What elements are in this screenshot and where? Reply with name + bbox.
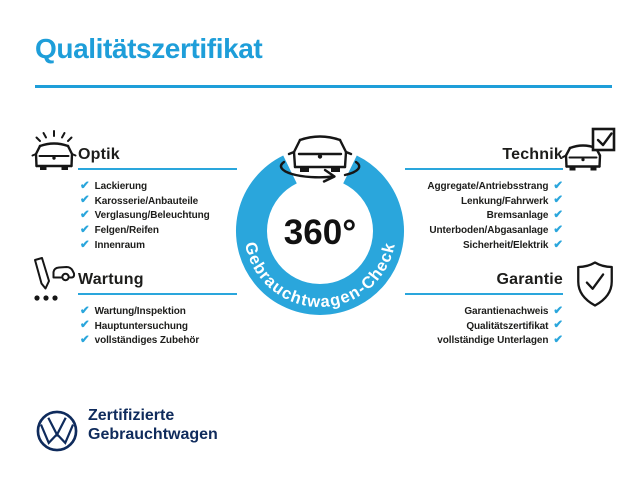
check-icon: ✔ [553,319,563,332]
check-icon: ✔ [553,238,563,251]
wartung-heading: Wartung [78,271,144,288]
checklist-item-label: vollständiges Zubehör [94,335,200,347]
checklist-item-label: Garantienachweis [464,305,549,317]
brand-line2: Gebrauchtwagen [88,426,218,443]
checklist-item-label: Qualitätszertifikat [466,320,549,332]
ring-label: Gebrauchtwagen-Check [240,240,400,312]
checklist-item [427,179,563,194]
technik-heading: Technik [502,146,563,163]
checklist-item-label: Karosserie/Anbauteile [94,195,199,207]
brand-line1: Zertifizierte [88,407,175,424]
check-icon: ✔ [553,179,563,192]
page-title: Qualitätszertifikat [35,33,263,64]
checklist-item [429,223,563,238]
technik-divider [405,168,563,170]
checklist-item [80,194,210,209]
checklist-item-label: vollständige Unterlagen [437,335,549,347]
checklist-item-label: Sicherheit/Elektrik [462,240,549,252]
checklist-item [487,209,563,224]
garantie-heading: Garantie [496,271,563,288]
checklist-item [461,194,563,209]
garantie-checklist [437,304,563,348]
checklist-item-label: Unterboden/Abgasanlage [429,225,549,237]
check-icon: ✔ [553,194,563,207]
checklist-item-label: Lackierung [94,180,147,192]
checklist-item [80,223,210,238]
check-icon: ✔ [80,179,90,192]
checklist-item [80,238,210,253]
checklist-item [80,304,199,319]
checklist-item [80,179,210,194]
title-divider [35,85,612,88]
checklist-item-label: Hauptuntersuchung [94,320,188,332]
check-icon: ✔ [80,209,90,222]
checklist-item [80,319,199,334]
checklist-item [463,238,563,253]
wartung-divider [78,293,237,295]
check-icon: ✔ [553,209,563,222]
optik-checklist [80,179,210,253]
shiny-car-icon [27,124,81,180]
check-icon: ✔ [553,224,563,237]
checklist-item [466,319,563,334]
optik-divider [78,168,237,170]
center-360-check-ring [216,116,424,324]
wartung-checklist [80,304,199,348]
optik-heading: Optik [78,146,120,163]
check-icon: ✔ [80,319,90,332]
checklist-item-label: Bremsanlage [486,210,549,222]
shield-check-icon [573,258,617,310]
vw-logo [35,409,79,453]
checklist-item-label: Aggregate/Antriebsstrang [427,180,549,192]
checklist-item-label: Lenkung/Fahrwerk [461,195,549,207]
technik-checklist [427,179,563,253]
check-icon: ✔ [553,334,563,347]
garantie-divider [405,293,563,295]
checklist-item [437,334,563,349]
check-icon: ✔ [80,224,90,237]
checklist-item [464,304,563,319]
check-icon: ✔ [80,304,90,317]
checklist-item-label: Innenraum [94,240,145,252]
inspection-pencil-car-icon [27,255,79,307]
check-icon: ✔ [80,194,90,207]
car-checkbox-icon [562,126,619,179]
checklist-item [80,209,210,224]
check-icon: ✔ [553,304,563,317]
car-360-rotation-icon [281,137,359,182]
degrees-label: 360° [283,213,357,252]
checklist-item [80,334,199,349]
checklist-item-label: Felgen/Reifen [94,225,159,237]
checklist-item-label: Verglasung/Beleuchtung [94,210,210,222]
check-icon: ✔ [80,334,90,347]
check-icon: ✔ [80,238,90,251]
brand-wordmark [88,406,218,444]
checklist-item-label: Wartung/Inspektion [94,305,186,317]
